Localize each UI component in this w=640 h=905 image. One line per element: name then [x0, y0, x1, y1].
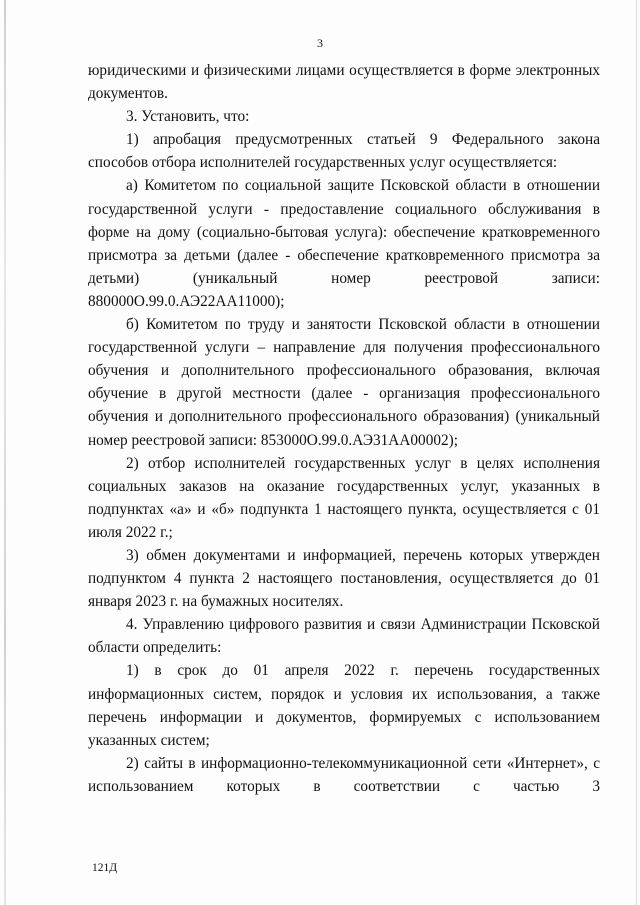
document-body	[88, 59, 600, 798]
paragraph-10: 2) сайты в информационно-телекоммуникационной сети «Интернет», с использованием которых в соответствии с частью 3	[88, 754, 600, 795]
paragraph-3: 1) апробация предусмотренных статьей 9 Федерального закона способов отбора исполнителей государственных услуг осуществляется:	[88, 131, 600, 172]
paragraph-9: 1) в срок до 01 апреля 2022 г. перечень государственных информационных систем, порядок и условия их использования, а также перечень информации и документов, формируемых с использованием указанных систем;	[88, 662, 600, 749]
scan-edge-left	[4, 0, 6, 905]
footer-code: 121Д	[92, 862, 118, 874]
paragraph-5: б) Комитетом по труду и занятости Псковской области в отношении государственной услуги – направление для получения профессионального обучения и дополнительного профессионального образования, включая обучение в другой местности (далее - организация профессионального обучения и дополнительного профессионального образования) (уникальный номер реестровой записи: 853000О.99.0.АЭ31АА00002);	[88, 316, 600, 449]
paragraph-4: а) Комитетом по социальной защите Псковской области в отношении государственной услуги - предоставление социального обслуживания в форме на дому (социально-бытовая услуга): обеспечение кратковременного присмотра за детьми (далее - обеспечение кратковременного присмотра за детьми) (уникальный номер реестровой записи: 880000О.99.0.АЭ22АА11000);	[88, 177, 600, 310]
page-number: 3	[317, 36, 323, 50]
paragraph-6: 2) отбор исполнителей государственных услуг в целях исполнения социальных заказов на оказание государственных услуг, указанных в подпунктах «а» и «б» подпункта 1 настоящего пункта, осуществляется с 01 июля 2022 г.;	[88, 454, 600, 541]
paragraph-7: 3) обмен документами и информацией, перечень которых утвержден подпунктом 4 пункта 2 настоящего постановления, осуществляется до 01 января 2023 г. на бумажных носителях.	[88, 546, 600, 611]
paragraph-1: юридическими и физическими лицами осуществляется в форме электронных документов.	[88, 62, 600, 103]
paragraph-8: 4. Управлению цифрового развития и связи Администрации Псковской области определить:	[88, 616, 600, 657]
scan-edge-right	[636, 0, 637, 905]
paragraph-2: 3. Установить, что:	[126, 108, 250, 126]
